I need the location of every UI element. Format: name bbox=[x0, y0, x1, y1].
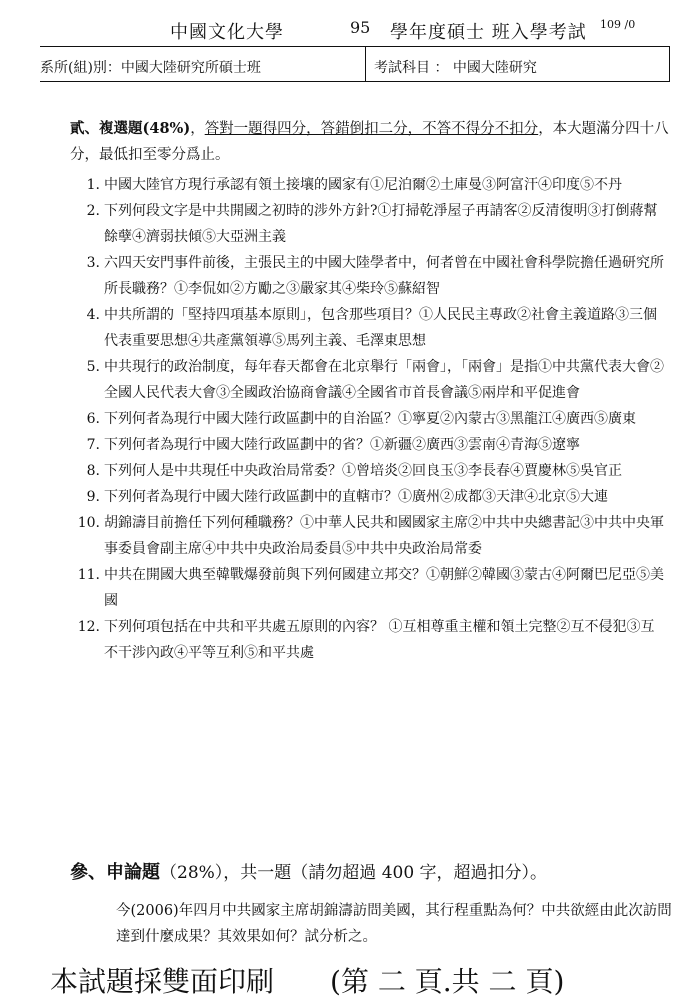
scoring-rule: 答對一題得四分，答錯倒扣二分，不答不得分不扣分 bbox=[204, 121, 539, 137]
question-number: 5. bbox=[86, 359, 100, 375]
question-number: 2. bbox=[86, 203, 100, 219]
box-divider bbox=[365, 47, 366, 81]
section-3-heading: 參、申論題 bbox=[70, 862, 160, 883]
question-number: 9. bbox=[86, 489, 100, 505]
page-code: 109 /0 bbox=[600, 18, 636, 31]
exam-title: 學年度碩士 班入學考試 bbox=[390, 22, 587, 43]
question-item bbox=[66, 302, 666, 354]
question-number: 4. bbox=[86, 307, 100, 323]
question-number: 10. bbox=[77, 515, 100, 531]
subject-field: 考試科目 ： 中國大陸研究 bbox=[374, 60, 537, 76]
department-field: 系所(組)別：中國大陸研究所碩士班 bbox=[40, 60, 261, 76]
title-row bbox=[30, 6, 670, 44]
question-number: 6. bbox=[86, 411, 100, 427]
question-number: 1. bbox=[86, 177, 100, 193]
question-text: 下列何者為現行中國大陸行政區劃中的省？①新疆②廣西③雲南④青海⑤遼寧 bbox=[104, 437, 580, 453]
question-item bbox=[66, 354, 666, 406]
question-text: 中共現行的政治制度，每年春天都會在北京舉行「兩會」，「兩會」是指①中共黨代表大會②全國人民代表大會③全國政治協商會議④全國省市首長會議⑤兩岸和平促進會 bbox=[104, 359, 664, 401]
question-text: 中共在開國大典至韓戰爆發前與下列何國建立邦交？①朝鮮②韓國③蒙古④阿爾巴尼亞⑤美國 bbox=[104, 567, 664, 609]
print-note: 本試題採雙面印刷 bbox=[50, 965, 275, 998]
section-3-info: （28%），共一題（請勿超過 400 字，超過扣分）。 bbox=[160, 863, 548, 883]
section-2-rest: ，本大題滿分四十八分，最低扣至零分爲止。 bbox=[70, 121, 669, 163]
section-3 bbox=[70, 858, 547, 884]
page-indicator: (第 二 頁.共 二 頁) bbox=[330, 965, 565, 998]
exam-header bbox=[30, 6, 670, 86]
question-number: 11. bbox=[77, 567, 100, 583]
question-text: 下列何者為現行中國大陸行政區劃中的直轄市？①廣州②成都③天津④北京⑤大連 bbox=[104, 489, 608, 505]
section-2-separator: ， bbox=[190, 121, 205, 137]
question-text: 下列何者為現行中國大陸行政區劃中的自治區？①寧夏②內蒙古③黑龍江④廣西⑤廣東 bbox=[104, 411, 636, 427]
question-item bbox=[66, 250, 666, 302]
page-footer bbox=[50, 960, 564, 1000]
question-item bbox=[66, 432, 666, 458]
question-text: 六四天安門事件前後，主張民主的中國大陸學者中，何者曾在中國社會科學院擔任過研究所所長職務？①李侃如②方勵之③嚴家其④柴玲⑤蘇紹智 bbox=[104, 255, 664, 297]
question-number: 8. bbox=[86, 463, 100, 479]
academic-year: 95 bbox=[350, 18, 371, 37]
question-text: 中國大陸官方現行承認有領土接壤的國家有①尼泊爾②土庫曼③阿富汗④印度⑤不丹 bbox=[104, 177, 622, 193]
question-text: 下列何段文字是中共開國之初時的涉外方針?①打掃乾淨屋子再請客②反清復明③打倒蔣幫餘孽④濟弱扶傾⑤大亞洲主義 bbox=[104, 203, 658, 245]
question-item bbox=[66, 510, 666, 562]
question-item bbox=[66, 198, 666, 250]
question-item bbox=[66, 458, 666, 484]
question-item bbox=[66, 172, 666, 198]
question-item bbox=[66, 614, 666, 666]
section-2-heading: 貳、複選題(48%) bbox=[70, 120, 191, 137]
question-text: 下列何項包括在中共和平共處五原則的內容？ ①互相尊重主權和領土完整②互不侵犯③互不干涉內政④平等互利⑤和平共處 bbox=[104, 619, 655, 661]
question-text: 胡錦濤目前擔任下列何種職務？①中華人民共和國國家主席②中共中央總書記③中共中央軍事委員會副主席④中共中央政治局委員⑤中共中央政治局常委 bbox=[104, 515, 664, 557]
question-number: 7. bbox=[86, 437, 100, 453]
question-item bbox=[66, 562, 666, 614]
info-box bbox=[40, 46, 670, 82]
university-name: 中國文化大學 bbox=[170, 22, 284, 43]
essay-question: 今(2006)年四月中共國家主席胡錦濤訪問美國，其行程重點為何？中共欲經由此次訪問達到什麼成果？其效果如何？試分析之。 bbox=[116, 903, 672, 945]
question-item bbox=[66, 406, 666, 432]
question-number: 3. bbox=[86, 255, 100, 271]
question-number: 12. bbox=[77, 619, 100, 635]
question-text: 下列何人是中共現任中央政治局常委？①曾培炎②回良玉③李長春④賈慶林⑤吳官正 bbox=[104, 463, 622, 479]
section-2-instructions bbox=[70, 116, 670, 168]
question-text: 中共所謂的「堅持四項基本原則」，包含那些項目？①人民民主專政②社會主義道路③三個代表重要思想④共產黨領導⑤馬列主義、毛澤東思想 bbox=[104, 307, 657, 349]
question-item bbox=[66, 484, 666, 510]
question-list bbox=[66, 172, 666, 666]
